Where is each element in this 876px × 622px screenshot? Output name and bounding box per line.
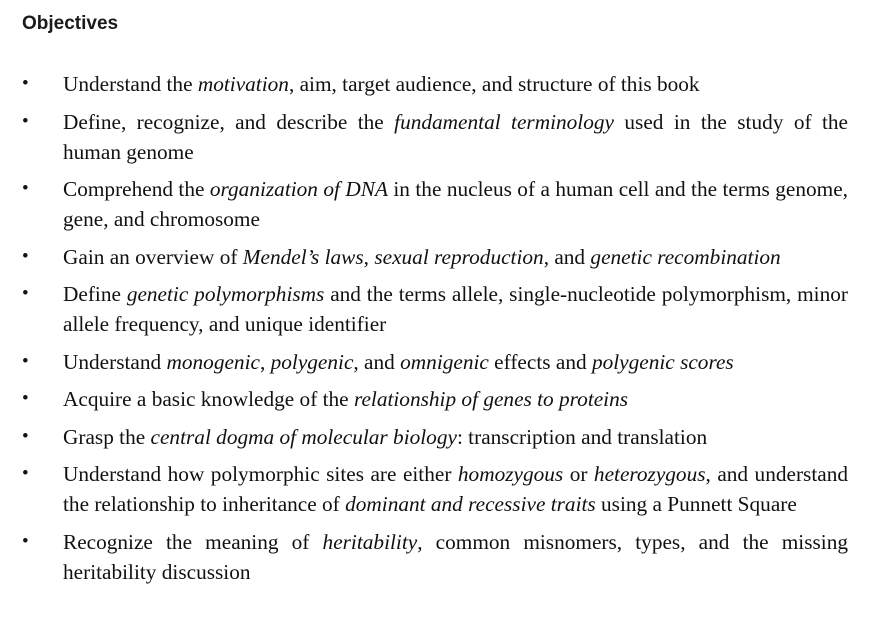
objective-item: [0, 174, 876, 234]
objective-text: , and: [543, 244, 591, 269]
objective-text: using a Punnett Square: [595, 492, 797, 516]
objective-text: or: [563, 462, 594, 486]
bullet-icon: •: [22, 245, 29, 267]
objective-text: effects and: [488, 349, 592, 374]
objective-text: Comprehend the: [63, 177, 210, 201]
objectives-list: [0, 69, 876, 594]
bullet-icon: •: [22, 530, 29, 552]
objective-emphasis: Mendel’s laws: [242, 244, 364, 269]
objective-emphasis: genetic recombination: [590, 244, 781, 269]
objective-text: Acquire a basic knowledge of the: [63, 387, 354, 411]
objective-emphasis: polygenic: [270, 349, 354, 374]
bullet-icon: •: [22, 463, 29, 484]
objective-item: [0, 279, 876, 339]
objective-text: used in the study of the human genome: [63, 109, 848, 164]
objective-text: Gain an overview of: [63, 244, 243, 269]
bullet-icon: •: [22, 73, 29, 94]
objective-text: Understand the: [63, 72, 198, 96]
objective-emphasis: polygenic scores: [591, 349, 734, 374]
objective-emphasis: heritability: [322, 529, 418, 554]
objective-item: [0, 242, 876, 272]
objective-item: [0, 107, 876, 167]
objective-text: , and understand the relationship to inheritance of: [63, 462, 848, 516]
objective-emphasis: genetic polymorphisms: [126, 282, 325, 306]
objective-item: [0, 347, 876, 377]
objective-item: [0, 69, 876, 99]
bullet-icon: •: [22, 283, 29, 304]
objective-emphasis: monogenic: [166, 349, 260, 374]
objective-emphasis: central dogma of molecular biology: [150, 424, 457, 449]
objective-text: Understand how polymorphic sites are either: [63, 462, 458, 486]
objective-text: , aim, target audience, and structure of this book: [288, 72, 700, 96]
bullet-icon: •: [22, 350, 29, 372]
objective-text: and the terms allele, single-nucleotide polymorphism, minor allele frequency, and unique identifier: [63, 282, 848, 336]
objective-text: Recognize the meaning of: [63, 529, 323, 554]
objective-emphasis: dominant and recessive traits: [345, 492, 596, 516]
objective-text: Define, recognize, and describe the: [63, 109, 395, 134]
objective-text: in the nucleus of a human cell and the terms genome, gene, and chromosome: [63, 177, 848, 231]
objective-emphasis: organization of DNA: [209, 177, 388, 201]
objective-emphasis: relationship of genes to proteins: [353, 387, 629, 411]
objective-text: Grasp the: [63, 424, 151, 449]
objective-item: [0, 384, 876, 414]
objective-text: , and: [353, 349, 401, 374]
objective-emphasis: omnigenic: [400, 349, 489, 374]
bullet-icon: •: [22, 425, 29, 447]
bullet-icon: •: [22, 110, 29, 132]
objective-emphasis: heterozygous: [593, 462, 706, 486]
objective-item: [0, 527, 876, 587]
objective-text: , common misnomers, types, and the missing heritability discussion: [63, 529, 849, 584]
objective-emphasis: motivation: [197, 72, 289, 96]
section-title: Objectives: [22, 13, 119, 34]
objective-emphasis: fundamental terminology: [394, 109, 614, 134]
objective-item: [0, 459, 876, 519]
objective-emphasis: homozygous: [457, 462, 564, 486]
objective-text: : transcription and translation: [456, 424, 708, 449]
objective-text: Define: [63, 282, 127, 306]
objective-text: Understand: [63, 349, 167, 374]
objective-emphasis: sexual reproduction: [374, 244, 544, 269]
objective-text: ,: [259, 349, 271, 374]
bullet-icon: •: [22, 388, 29, 409]
objective-text: ,: [363, 244, 375, 269]
objective-item: [0, 422, 876, 452]
bullet-icon: •: [22, 178, 29, 199]
